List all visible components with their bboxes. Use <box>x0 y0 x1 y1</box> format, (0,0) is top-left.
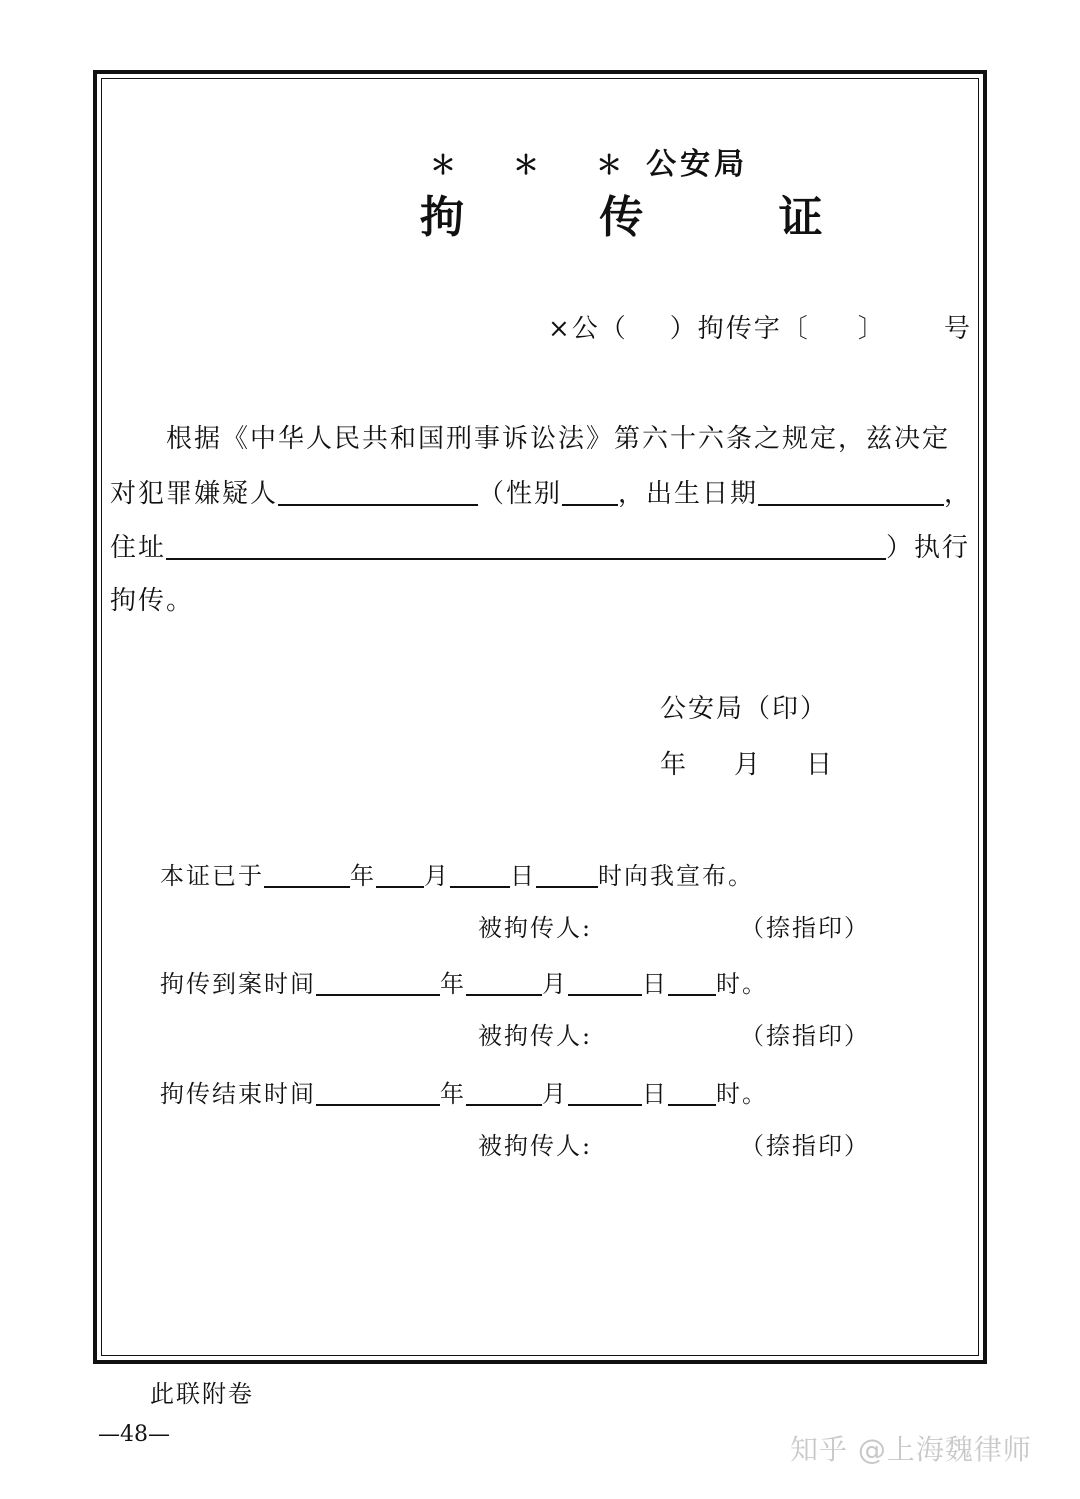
arrival-prefix: 拘传到案时间 <box>160 970 316 998</box>
signature-date <box>660 752 834 778</box>
fingerprint-label-1: （捺指印） <box>740 914 870 942</box>
arrival-month: 月 <box>542 970 568 998</box>
page-number: —48— <box>98 1422 170 1447</box>
body-line-2 <box>110 480 972 507</box>
document-title: 拘 传 证 <box>420 192 883 243</box>
doc-number-close: 〕 <box>857 314 886 344</box>
sig-day: 日 <box>806 750 835 780</box>
end-suffix: 时。 <box>716 1080 768 1108</box>
arrival-hour-blank[interactable] <box>668 970 716 996</box>
arrival-day-blank[interactable] <box>568 970 642 996</box>
end-day: 日 <box>642 1080 668 1108</box>
body-line-4: 拘传。 <box>110 586 195 616</box>
doc-number-mid: ）拘传字〔 <box>669 314 810 344</box>
birthdate-label: ，出生日期 <box>618 479 759 509</box>
gender-label: （性别 <box>478 479 563 509</box>
end-prefix: 拘传结束时间 <box>160 1080 316 1108</box>
arrival-suffix: 时。 <box>716 970 768 998</box>
agency-stars: ＊ ＊ ＊ <box>430 151 647 181</box>
suspect-label: 对犯罪嫌疑人 <box>110 479 279 509</box>
arrival-month-blank[interactable] <box>466 970 542 996</box>
agency-name: 公安局 <box>646 147 749 182</box>
watermark: 知乎 @上海魏律师 <box>790 1433 1032 1466</box>
body-line-3 <box>110 534 970 561</box>
announce-month-blank[interactable] <box>376 862 424 888</box>
gender-blank[interactable] <box>562 480 618 506</box>
end-month-blank[interactable] <box>466 1080 542 1106</box>
copy-note: 此联附卷 <box>150 1380 254 1408</box>
sig-year: 年 <box>660 750 689 780</box>
end-hour-blank[interactable] <box>668 1080 716 1106</box>
end-year: 年 <box>440 1080 466 1108</box>
doc-number-prefix: ×公（ <box>548 314 628 344</box>
announce-day-blank[interactable] <box>450 862 510 888</box>
body-line-1: 根据《中华人民共和国刑事诉讼法》第六十六条之规定，兹决定 <box>166 424 951 454</box>
execute-label: ）执行 <box>886 533 971 563</box>
doc-number-suffix: 号 <box>944 314 973 344</box>
end-year-blank[interactable] <box>316 1080 440 1106</box>
announce-hour-blank[interactable] <box>536 862 598 888</box>
arrival-year: 年 <box>440 970 466 998</box>
announce-year: 年 <box>350 862 376 890</box>
end-line <box>160 1080 768 1106</box>
signer-label-1: 被拘传人: <box>478 914 593 942</box>
arrival-day: 日 <box>642 970 668 998</box>
signer-label-2: 被拘传人: <box>478 1022 593 1050</box>
address-blank[interactable] <box>166 534 886 560</box>
announce-suffix: 时向我宣布。 <box>598 862 754 890</box>
fingerprint-label-2: （捺指印） <box>740 1022 870 1050</box>
comma: ， <box>944 479 973 509</box>
address-label: 住址 <box>110 533 167 563</box>
sig-month: 月 <box>734 750 763 780</box>
end-month: 月 <box>542 1080 568 1108</box>
suspect-name-blank[interactable] <box>278 480 478 506</box>
announce-day: 日 <box>510 862 536 890</box>
inner-border <box>101 78 979 1356</box>
end-day-blank[interactable] <box>568 1080 642 1106</box>
signer-label-3: 被拘传人: <box>478 1132 593 1160</box>
announce-year-blank[interactable] <box>264 862 350 888</box>
fingerprint-label-3: （捺指印） <box>740 1132 870 1160</box>
announce-line <box>160 862 754 888</box>
document-number <box>548 316 886 342</box>
stamp-label: 公安局（印） <box>660 694 829 724</box>
agency-heading <box>430 147 749 182</box>
announce-month: 月 <box>424 862 450 890</box>
birthdate-blank[interactable] <box>758 480 944 506</box>
announce-prefix: 本证已于 <box>160 862 264 890</box>
arrival-line <box>160 970 768 996</box>
arrival-year-blank[interactable] <box>316 970 440 996</box>
